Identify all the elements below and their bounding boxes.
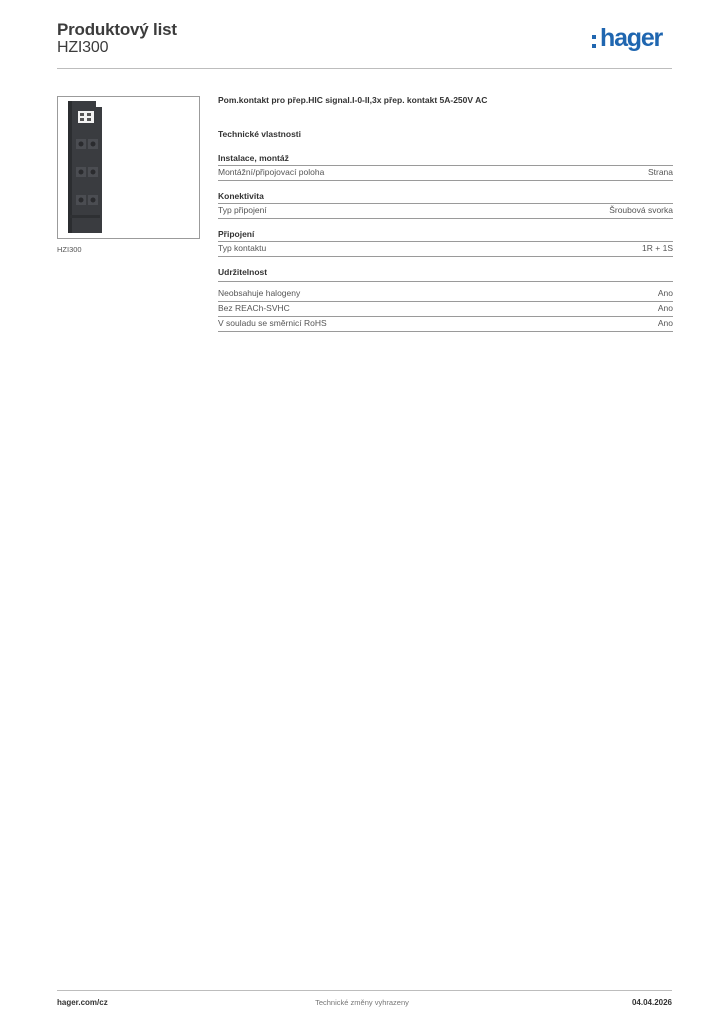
header-divider [57,68,672,69]
property-label: Typ připojení [218,205,267,215]
logo-dot-top [592,35,596,39]
property-label: Montážní/připojovací poloha [218,167,325,177]
property-row [218,242,673,257]
property-value: Šroubová svorka [609,205,673,215]
property-value: Ano [657,318,673,328]
properties-heading: Technické vlastnosti [218,129,301,139]
image-caption: HZI300 [57,245,82,254]
hager-logo [592,26,674,56]
group-title: Konektivita [218,191,673,204]
property-value: Strana [647,167,673,177]
footer-date: 04.04.2026 [631,998,672,1007]
property-row [218,287,673,302]
property-label: Neobsahuje halogeny [218,288,301,298]
footer-note: Technické změny vyhrazeny [315,998,409,1007]
page-title: Produktový list [57,20,177,39]
property-label: Typ kontaktu [218,243,267,253]
logo-text: hager [600,24,663,52]
property-row [218,317,673,332]
group-sustainability [218,267,673,332]
property-label: Bez REACh-SVHC [218,303,290,313]
group-title: Udržitelnost [218,267,673,282]
footer-divider [57,990,672,991]
property-value: 1R + 1S [642,243,673,253]
product-details [218,95,673,332]
product-code: HZI300 [57,39,109,56]
product-device-icon [58,97,199,238]
logo-dot-bottom [592,44,596,48]
group-title: Připojení [218,229,673,242]
property-label: V souladu se směrnicí RoHS [218,318,327,328]
group-connection [218,229,673,257]
group-installation [218,153,673,181]
product-description: Pom.kontakt pro přep.HIC signal.I-0-II,3x přep. kontakt 5A-250V AC [218,95,488,105]
product-image [57,96,200,239]
group-connectivity [218,191,673,219]
group-title: Instalace, montáž [218,153,673,166]
property-value: Ano [657,303,673,313]
property-row [218,166,673,181]
property-row [218,302,673,317]
footer-website: hager.com/cz [57,998,108,1007]
property-value: Ano [657,288,673,298]
property-row [218,204,673,219]
